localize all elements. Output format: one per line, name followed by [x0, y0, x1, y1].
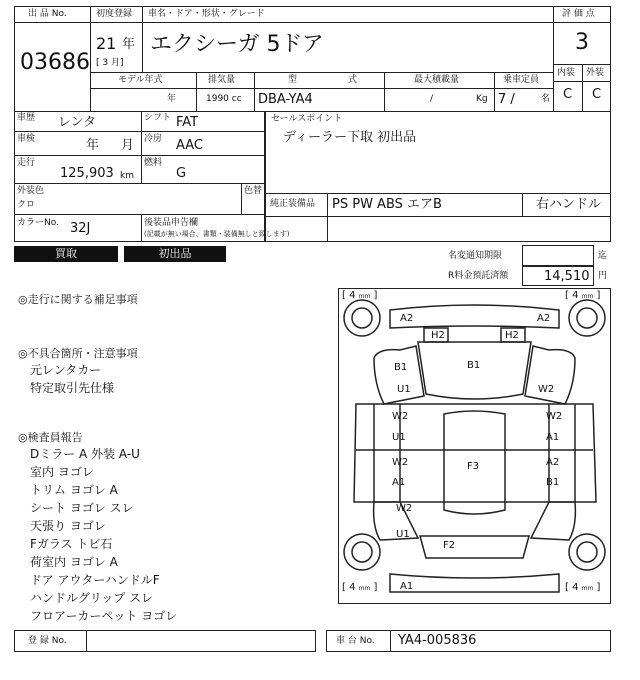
air-conditioning: AAC [176, 138, 203, 153]
inspector-item: シート ヨゴレ スレ [30, 501, 134, 515]
shift-label: シフト [144, 113, 172, 123]
transfer-deadline-suffix: 迄 [598, 251, 608, 261]
type-label: 型 [288, 75, 298, 85]
mark-left-fender-w: W2 [538, 384, 555, 395]
history-label: 車歴 [17, 113, 36, 123]
mileage-label: 走行 [17, 158, 36, 168]
purchase-bar: 買取 [14, 246, 118, 262]
first-registration-label: 初度登録 [96, 9, 133, 19]
interior-grade: C [563, 87, 573, 102]
transfer-deadline-label: 名変通知期限 [448, 251, 503, 261]
transmission: FAT [176, 115, 199, 130]
first-registration-year: 21 [96, 34, 117, 53]
mark-right-front-door-u: U1 [392, 432, 406, 443]
exterior-color-label: 外装色 [17, 186, 45, 196]
aftermarket-label: 後装品申告欄 [144, 218, 199, 228]
capacity-label: 乗車定員 [503, 75, 540, 85]
max-load-value: / [430, 94, 434, 104]
mark-right-fender-b: B1 [394, 362, 408, 373]
inspection-label: 車検 [17, 134, 36, 144]
mark-left-rear-door-b: B1 [546, 477, 560, 488]
car-outline-drawing [338, 288, 611, 604]
model-year-label: モデル年式 [118, 75, 163, 85]
mark-right-quarter-u: U1 [396, 529, 410, 540]
aftermarket-note: (記載が無い場合、書類・装備無しと致します) [144, 230, 290, 238]
mark-hood: B1 [467, 360, 481, 371]
defect-item: 特定取引先仕様 [30, 381, 115, 395]
mark-right-quarter-w: W2 [396, 503, 413, 514]
registration-number-label: 登 録 No. [28, 636, 67, 646]
mark-left-front-door-w: W2 [546, 411, 563, 422]
max-load-label: 最大積載量 [414, 75, 460, 85]
displacement-label: 排気量 [208, 75, 236, 85]
exterior-grade: C [592, 87, 602, 102]
mileage-unit: km [120, 171, 134, 181]
exterior-label: 外装 [586, 68, 605, 78]
inspector-item: 荷室内 ヨゴレ A [30, 555, 118, 569]
inspector-item: 天張り ヨゴレ [30, 519, 106, 533]
model-code: DBA-YA4 [258, 92, 313, 107]
inspector-item: 室内 ヨゴレ [30, 465, 94, 479]
overall-grade: 3 [575, 30, 589, 55]
inspection-month-unit: 月 [121, 138, 135, 153]
capacity-unit: 名 [541, 94, 551, 104]
transfer-deadline-box [522, 245, 594, 266]
ac-label: 冷房 [144, 134, 163, 144]
model-year-unit: 年 [167, 94, 177, 104]
inspector-report-label: ◎検査員報告 [18, 431, 83, 444]
inspector-item: フロアーカーペット ヨゴレ [30, 609, 178, 623]
car-name-label: 車名・ドア・形状・グレード [148, 9, 265, 19]
first-listing-bar: 初出品 [124, 246, 226, 262]
recycle-fee: 14,510 [544, 269, 590, 284]
fuel-label: 燃料 [144, 158, 163, 168]
mark-right-fender-u: U1 [397, 384, 411, 395]
inspector-item: ドア アウターハンドルF [30, 573, 160, 587]
tire-depth-rear-left: [ 4 mm ] [342, 582, 378, 593]
defects-label: ◎不具合箇所・注意事項 [18, 347, 138, 360]
interior-label: 内装 [557, 68, 576, 78]
max-load-unit: Kg [476, 94, 488, 104]
mark-right-front-door-w: W2 [392, 411, 409, 422]
mark-front-bumper-left: A2 [400, 313, 414, 324]
grade-label: 評 価 点 [562, 9, 595, 19]
chassis-number-label: 車 台 No. [336, 636, 375, 646]
color-number-label: カラーNo. [17, 218, 59, 228]
fuel-type: G [176, 166, 187, 181]
mark-rear-bumper: A1 [400, 581, 414, 592]
mileage: 125,903 [60, 166, 114, 181]
tire-depth-rear-right: [ 4 mm ] [565, 582, 601, 593]
car-name: エクシーガ 5ドア [150, 32, 324, 57]
mark-left-front-door-a: A1 [546, 432, 560, 443]
vehicle-history: レンタ [58, 115, 97, 130]
tire-depth-front-left: [ 4 mm ] [342, 290, 378, 301]
mark-left-rear-door-a: A2 [546, 457, 560, 468]
defect-item: 元レンタカー [30, 363, 102, 377]
driving-notes-label: ◎走行に関する補足事項 [18, 293, 138, 306]
color-number: 32J [70, 221, 91, 236]
exterior-color: クロ [17, 200, 36, 210]
inspector-item: ハンドルグリップ スレ [30, 591, 154, 605]
inspector-item: Fガラス トビ石 [30, 537, 113, 551]
mark-rear-glass: F2 [443, 540, 456, 551]
mark-roof: F3 [467, 461, 480, 472]
mark-headlight-right: H2 [505, 330, 519, 341]
inspection-year-unit: 年 [86, 138, 100, 153]
capacity-value: 7 / [498, 92, 515, 107]
equipment-label: 純正装備品 [270, 199, 316, 209]
displacement: 1990 cc [206, 94, 242, 104]
tire-depth-front-right: [ 4 mm ] [565, 290, 601, 301]
mark-front-bumper-right: A2 [537, 313, 551, 324]
year-unit: 年 [122, 37, 136, 52]
equipment: PS PW ABS エアB [332, 197, 442, 212]
chassis-number: YA4-005836 [398, 633, 477, 648]
inspector-item: トリム ヨゴレ A [30, 483, 118, 497]
recycle-fee-label: R料金預託済額 [448, 271, 509, 281]
sales-point-label: セールスポイント [271, 114, 343, 124]
mark-right-rear-door-a: A1 [392, 477, 406, 488]
mark-right-rear-door-w: W2 [392, 457, 409, 468]
mark-headlight-left: H2 [431, 330, 445, 341]
lot-number: 03686 [20, 50, 90, 75]
first-registration-month: [ 3 月] [96, 58, 124, 68]
inspector-item: Dミラー A 外装 A-U [30, 447, 140, 461]
repaint-label: 色替 [244, 186, 263, 196]
type-label-2: 式 [348, 75, 358, 85]
lot-number-label: 出 品 No. [28, 9, 67, 19]
steering-position: 右ハンドル [536, 197, 602, 212]
recycle-fee-unit: 円 [598, 271, 608, 281]
sales-point: ディーラー下取 初出品 [283, 130, 417, 145]
